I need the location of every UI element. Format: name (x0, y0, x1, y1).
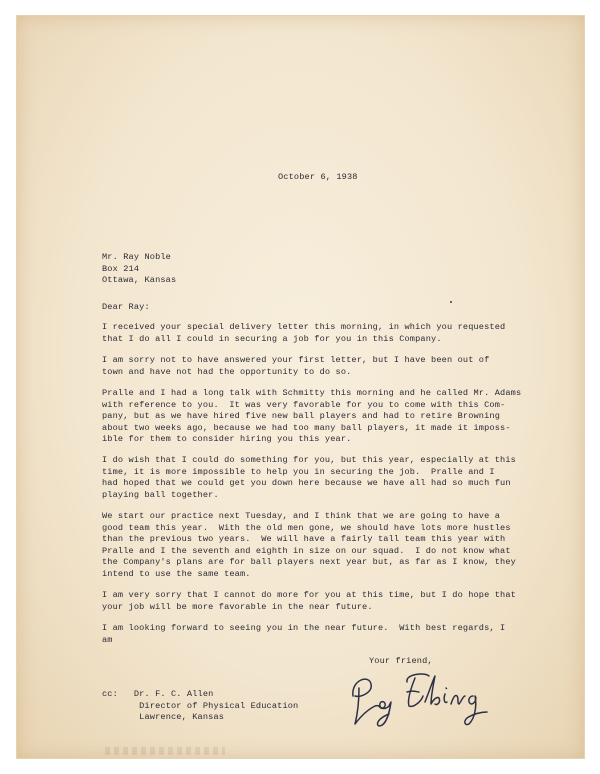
ink-speck (450, 301, 452, 303)
handwritten-signature (345, 666, 495, 730)
faint-bleedthrough-marks (105, 747, 225, 755)
body-paragraph-2: I am sorry not to have answered your first letter, but I have been out of town and have not had the opportunity to do so. (102, 355, 490, 377)
body-paragraph-6: I am very sorry that I cannot do more for you at this time, but I do hope that your job will be more favorable in the near future. (102, 590, 516, 612)
body-paragraph-4: I do wish that I could do something for you, but this year, especially at this time, it is more impossible to help you in securing the job. Pralle and I had hoped that we could get you down here because we have all had so much fun playing ball together. (102, 455, 516, 500)
body-paragraph-7: I am looking forward to seeing you in the near future. With best regards, I am (102, 623, 506, 645)
recipient-box: Box 214 (102, 263, 140, 274)
cc-label: cc: (102, 689, 118, 699)
cc-title: Director of Physical Education (139, 700, 299, 711)
complimentary-close: Your friend, (369, 656, 433, 666)
recipient-city: Ottawa, Kansas (102, 275, 177, 285)
cc-name: Dr. F. C. Allen (133, 689, 214, 699)
recipient-address (102, 252, 176, 287)
cc-location: Lawrence, Kansas (139, 712, 225, 722)
body-paragraph-3: Pralle and I had a long talk with Schmitty this morning and he called Mr. Adams with reference to you. It was very favorable for you to come with this Com- pany, but as we have hired five new ball players and had to retire Browning about two weeks ago, because we had too many ball players, it made it imposs- ible for them to consider hiring you this year. (102, 388, 522, 444)
recipient-name: Mr. Ray Noble (102, 252, 171, 262)
letter-date: October 6, 1938 (278, 172, 358, 182)
letter-page (16, 15, 585, 759)
body-paragraph-5: We start our practice next Tuesday, and I think that we are going to have a good team this year. With the old men gone, we should have lots more hustles than the previous two years. We will have a fairly tall team this year with Pralle and I the seventh and eighth in size on our squad. I do not know what the Company's plans are for ball players next year but, as far as I know, they intend to use the same team. (102, 511, 516, 579)
body-paragraph-1: I received your special delivery letter this morning, in which you requested that I do all I could in securing a job for you in this Company. (102, 322, 506, 344)
carbon-copy-block (102, 689, 298, 724)
salutation: Dear Ray: (102, 302, 150, 312)
